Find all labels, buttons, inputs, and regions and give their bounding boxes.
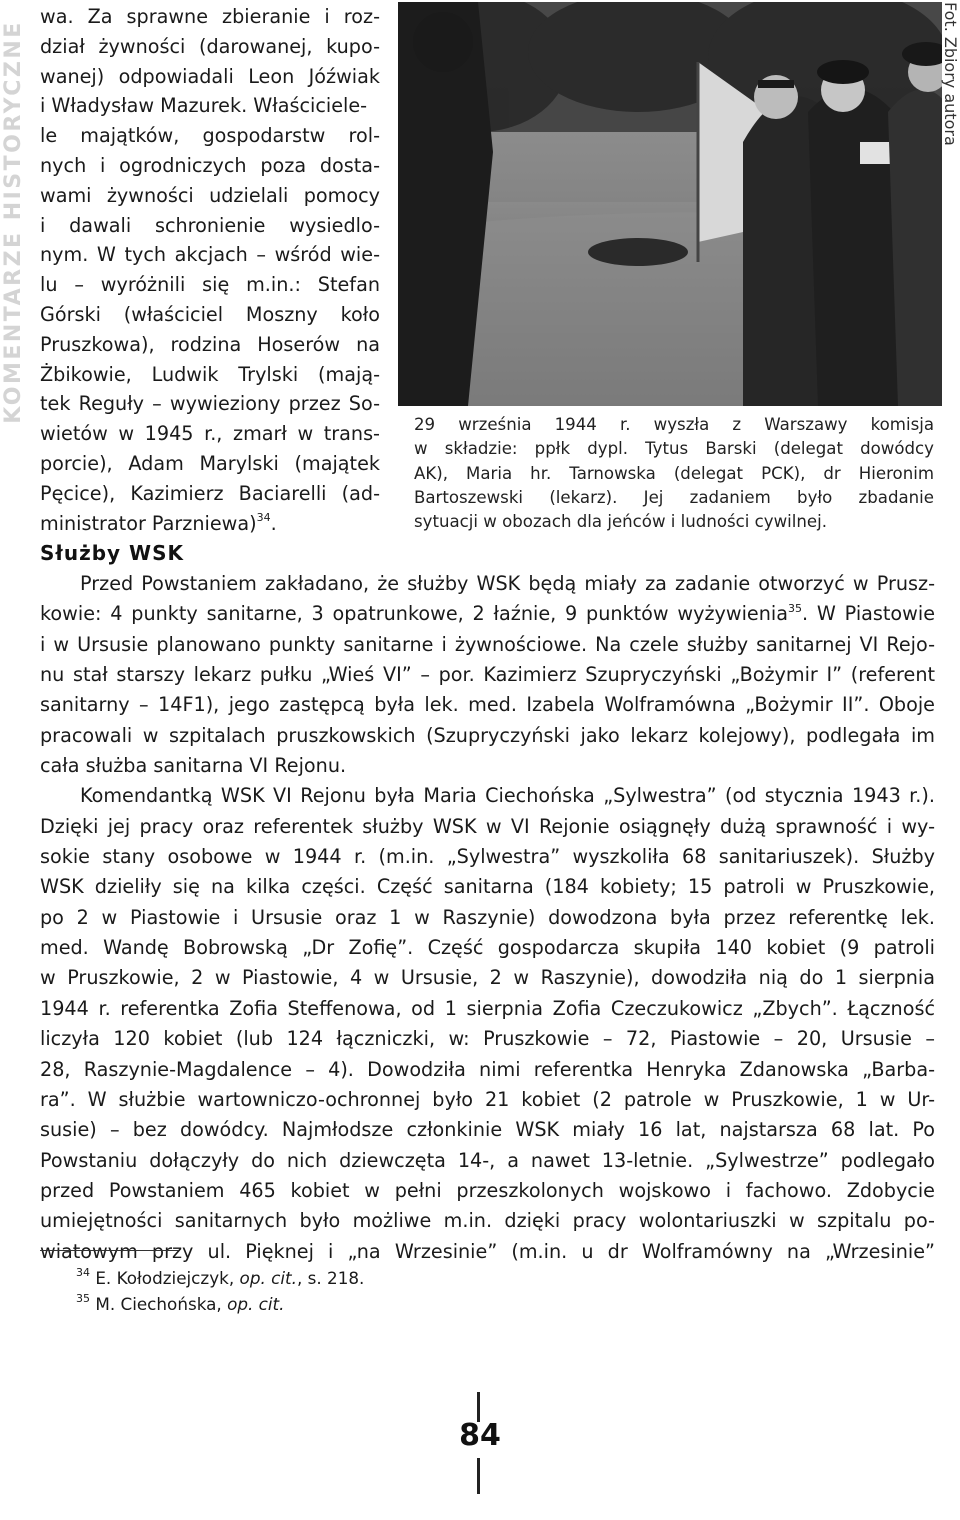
footnote-entry: $^{35}$ M. Ciechońska, op. cit.	[76, 1292, 285, 1314]
footnote-reference: 35	[787, 601, 802, 615]
footnote-divider	[40, 1250, 178, 1251]
caption-line: sytuacji w obozach dla jeńców i ludności cywilnej.	[414, 512, 828, 532]
footnote-number: 35	[76, 1292, 90, 1306]
footnote-number: 34	[76, 1266, 90, 1280]
body-line: sokie stany osobowe w 1944 r. (m.in. „Sylwestra” wyszkoliła 68 sanitariuszek). Służby	[40, 845, 935, 869]
photo-caption	[414, 413, 934, 534]
section-side-label: KOMENTARZE HISTORYCZNE	[1, 20, 26, 424]
body-line: wiatowym przy ul. Pięknej i „na Wrzesinie” (m.in. u dr Wolframówny na „Wrzesinie”	[40, 1239, 935, 1263]
body-line: umiejętności sanitarnych było możliwe m.in. dzięki pracy wolontariuszki w szpitalu po-	[40, 1209, 935, 1233]
body-line: Przed Powstaniem zakładano, że służby WSK będą miały za zadanie otworzyć w Prusz-	[80, 572, 935, 595]
left-column-line: nych i ogrodniczych poza dosta-	[40, 153, 380, 177]
body-line: cała służba sanitarna VI Rejonu.	[40, 754, 347, 778]
body-line: i w Ursusie planowano punkty sanitarne i żywnościowe. Na czele służby sanitarnej VI Rejo-	[40, 632, 935, 656]
historical-photo	[398, 2, 942, 406]
footnote-reference: 34	[256, 511, 271, 525]
page-number-bar-bottom	[477, 1458, 480, 1494]
body-line: przed Powstaniem 465 kobiet w pełni przeszkolonych wojskowo i fachowo. Zdobycie	[40, 1178, 935, 1202]
left-column-line: lu – wyróżnili się m.in.: Stefan	[40, 273, 380, 297]
photo-credit: Fot. Zbiory autora	[941, 2, 960, 146]
footnote-citation: op. cit.	[227, 1294, 285, 1314]
body-line: ra”. W służbie wartowniczo-ochronnej było 21 kobiet (2 patrole w Pruszkowie, 1 w Ur-	[40, 1087, 935, 1111]
footnote-citation: op. cit.	[239, 1268, 297, 1288]
body-line: Powstaniu dołączyły do nich dziewczęta 14-, a nawet 13-letnie. „Sylwestrze” podlegało	[40, 1148, 935, 1172]
body-line: 1944 r. referentka Zofia Steffenowa, od 1 sierpnia Zofia Czeczukowicz „Zbych”. Łączność	[40, 996, 935, 1020]
left-column-line: Żbikowie, Ludwik Trylski (mają-	[40, 362, 380, 386]
footnotes	[76, 1265, 364, 1317]
photo-illustration	[398, 2, 942, 406]
caption-line: AK), Maria hr. Tarnowska (delegat PCK), dr Hieronim	[414, 463, 934, 483]
left-column-line: Pruszkowa), rodzina Hoserów na	[40, 332, 380, 356]
left-column-line: wami żywności udzielali pomocy	[40, 183, 380, 207]
left-column-line: nym. W tych akcjach – wśród wie-	[40, 243, 380, 267]
caption-line: w składzie: ppłk dypl. Tytus Barski (delegat dowódcy	[414, 439, 934, 459]
body-line: med. Wandę Bobrowską „Dr Zofię”. Część gospodarcza skupiła 140 kobiet (9 patroli	[40, 936, 935, 960]
body-line: pracowali w szpitalach pruszkowskich (Szupryczyński jako lekarz kolejowy), podlegała im	[40, 723, 935, 747]
left-column-line: wanej) odpowiadali Leon Jóźwiak	[40, 64, 380, 88]
left-column-line: wietów w 1945 r., zmarł w trans-	[40, 422, 380, 446]
body-line: w Pruszkowie, 2 w Piastowie, 4 w Ursusie, 2 w Raszynie), dowodziła nią do 1 sierpnia	[40, 966, 935, 990]
body-line: nu stał starszy lekarz pułku „Wieś VI” – por. Kazimierz Szupryczyński „Bożymir I” (referent	[40, 663, 935, 687]
body-line: Komendantką WSK VI Rejonu była Maria Ciechońska „Sylwestra” (od stycznia 1943 r.).	[80, 784, 935, 808]
body-line: kowie: 4 punkty sanitarne, 3 opatrunkowe, 2 łaźnie, 9 punktów wyżywienia$^{35}$. W Piastowie	[40, 601, 935, 626]
left-column-line: porcie), Adam Marylski (majątek	[40, 451, 380, 475]
caption-line: 29 września 1944 r. wyszła z Warszawy komisja	[414, 415, 934, 434]
body-line: WSK dzieliły się na kilka części. Część sanitarna (184 kobiety; 15 patroli w Pruszkowie,	[40, 875, 935, 899]
body-line: po 2 w Piastowie i Ursusie oraz 1 w Raszynie) dowodzona była przez referentkę lek.	[40, 905, 935, 929]
section-heading: Służby WSK	[40, 541, 184, 565]
left-column-line: Pęcice), Kazimierz Baciarelli (ad-	[40, 481, 380, 505]
left-column-line: i dawali schronienie wysiedlo-	[40, 213, 380, 237]
body-line: Dzięki jej pracy oraz referentek służby WSK w VI Rejonie osiągnęły dużą sprawność i wy-	[40, 814, 935, 838]
left-column-text	[40, 2, 380, 538]
left-column-line: ministrator Parzniewa)$^{34}$.	[40, 511, 277, 535]
left-column-line: tek Reguły – wywieziony przez So-	[40, 392, 380, 416]
page-number: 84	[459, 1418, 501, 1453]
body-line: sanitarny – 14F1), jego zastępcą była lek. med. Izabela Wolframówna „Bożymir II”. Oboje	[40, 693, 935, 717]
left-column-line: le majątków, gospodarstw rol-	[40, 124, 380, 148]
section-body	[40, 569, 935, 1267]
body-line: liczyła 120 kobiet (lub 124 łączniczki, w: Pruszkowie – 72, Piastowie – 20, Ursusie –	[40, 1027, 935, 1051]
left-column-line: Górski (właściciel Moszny koło	[40, 302, 380, 326]
body-line: 28, Raszynie-Magdalence – 4). Dowodziła nimi referentka Henryka Zdanowska „Barba-	[40, 1057, 935, 1081]
body-line: susie) – bez dowódcy. Najmłodsze członkinie WSK miały 16 lat, najstarsza 68 lat. Po	[40, 1118, 935, 1142]
left-column-line: dział żywności (darowanej, kupo-	[40, 34, 380, 58]
footnote-entry: $^{34}$ E. Kołodziejczyk, op. cit., s. 218.	[76, 1266, 365, 1288]
caption-line: Bartoszewski (lekarz). Jej zadaniem było zbadanie	[414, 487, 934, 507]
left-column-line: wa. Za sprawne zbieranie i roz-	[40, 5, 380, 28]
left-column-line: i Władysław Mazurek. Właściciele-	[40, 94, 368, 118]
